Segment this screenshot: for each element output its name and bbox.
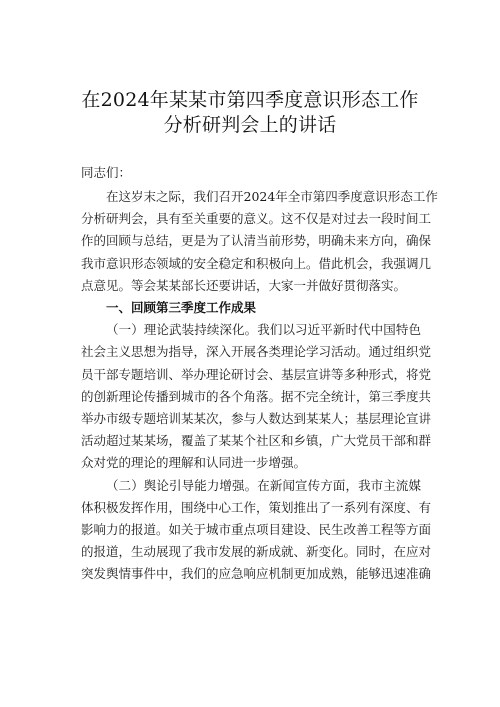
- paragraph-line: 体积极发挥作用，围绕中心工作，策划推出了一系列有深度、有: [81, 499, 432, 515]
- intro-paragraph: [81, 186, 438, 297]
- intro-line: 在这岁末之际，我们召开2024年全市第四季度意识形态工作: [106, 189, 438, 204]
- paragraph-line: 活动超过某某场，覆盖了某某个社区和乡镇，广大党员干部和群: [81, 433, 432, 449]
- paragraph-line: （二）舆论引导能力增强。在新闻宣传方面，我市主流媒: [106, 477, 421, 493]
- document-title: [0, 88, 500, 138]
- intro-line: 分析研判会，具有至关重要的意义。这不仅是对过去一段时间工: [81, 211, 432, 227]
- paragraph-public-opinion: [81, 475, 432, 586]
- intro-line: 我市意识形态领域的安全稳定和积极向上。借此机会，我强调几: [81, 255, 432, 271]
- title-line-1: 在2024年某某市第四季度意识形态工作: [81, 89, 419, 111]
- paragraph-line: 的报道，生动展现了我市发展的新成就、新变化。同时，在应对: [81, 544, 432, 560]
- intro-line: 点意见。等会某某部长还要讲话，大家一并做好贯彻落实。: [81, 277, 407, 293]
- paragraph-line: 众对党的理论的理解和认同进一步增强。: [81, 455, 307, 471]
- paragraph-line: 影响力的报道。如关于城市重点项目建设、民生改善工程等方面: [81, 522, 432, 538]
- paragraph-line: 员干部专题培训、举办理论研讨会、基层宣讲等多种形式，将党: [81, 366, 432, 382]
- title-line-2: 分析研判会上的讲话: [163, 114, 337, 136]
- intro-line: 作的回顾与总结，更是为了认清当前形势，明确未来方向，确保: [81, 233, 432, 249]
- paragraph-line: 的创新理论传播到城市的各个角落。据不完全统计，第三季度共: [81, 388, 432, 404]
- salutation: 同志们：: [81, 165, 132, 180]
- paragraph-line: 举办市级专题培训某某次，参与人数达到某某人；基层理论宣讲: [81, 411, 432, 427]
- paragraph-line: 社会主义思想为指导，深入开展各类理论学习活动。通过组织党: [81, 344, 432, 360]
- paragraph-line: （一）理论武装持续深化。我们以习近平新时代中国特色: [106, 322, 421, 338]
- section-heading: 一、回顾第三季度工作成果: [106, 300, 257, 316]
- paragraph-line: 突发舆情事件中，我们的应急响应机制更加成熟，能够迅速准确: [81, 566, 432, 582]
- document-body: [81, 159, 438, 586]
- paragraph-theory: [81, 319, 432, 474]
